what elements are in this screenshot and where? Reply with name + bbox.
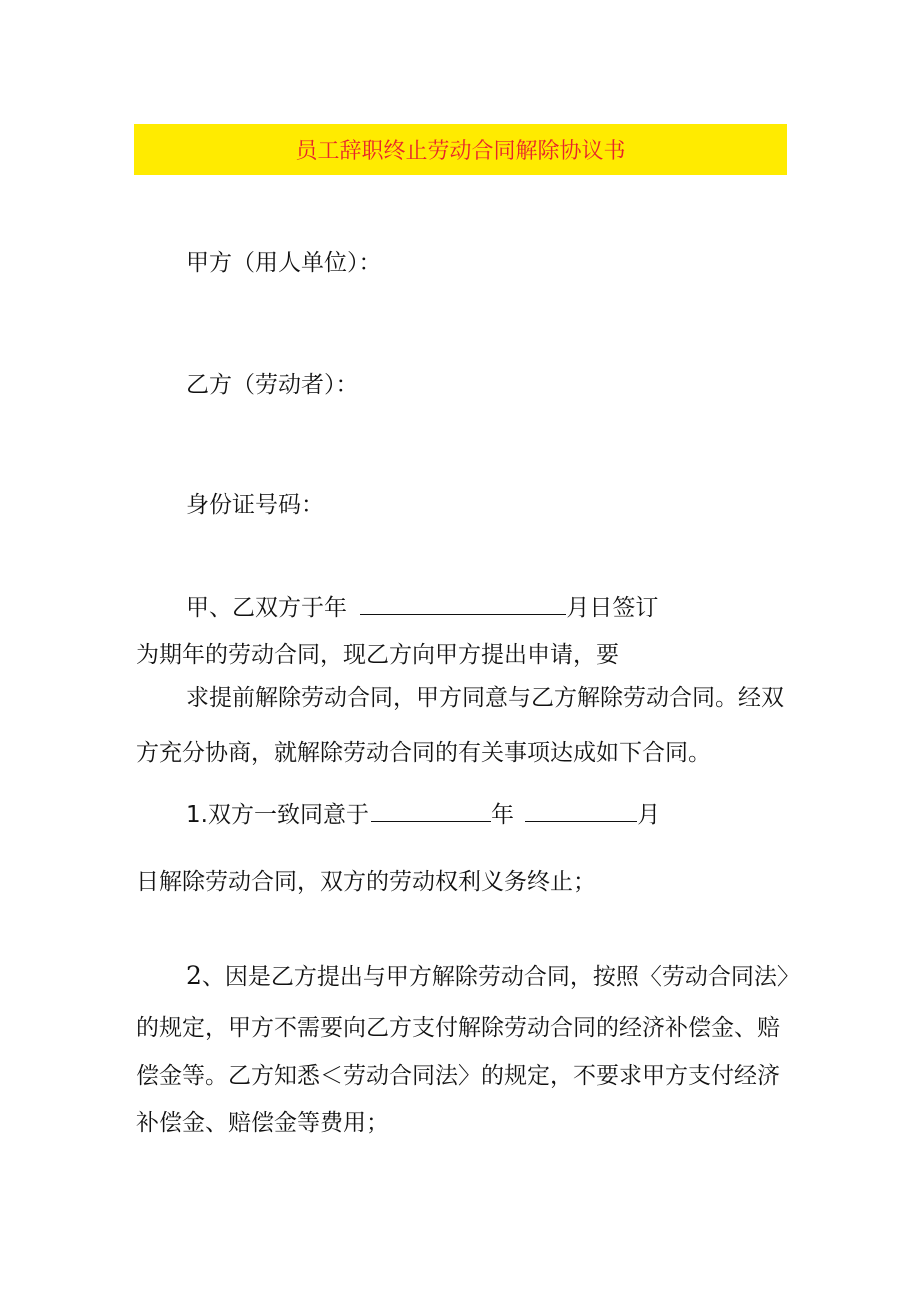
clause-1-year: 年 [490, 802, 514, 828]
signing-date-blank [360, 592, 566, 615]
termination-month-blank [525, 799, 637, 822]
document-title: 员工辞职终止劳动合同解除协议书 [295, 139, 626, 164]
clause-1-month: 月 [637, 802, 661, 828]
intro-line-1 [186, 592, 658, 623]
intro-line-4: 方充分协商，就解除劳动合同的有关事项达成如下合同。 [136, 740, 711, 766]
title-banner [134, 124, 787, 175]
clause-1-line-1 [186, 799, 660, 830]
clause-2-line-4: 补偿金、赔偿金等费用； [136, 1110, 389, 1136]
clause-1-pre: 1.双方一致同意于 [186, 802, 369, 828]
clause-1-line-2: 日解除劳动合同，双方的劳动权利义务终止； [136, 869, 596, 895]
intro-line-1-post: 月日签订 [566, 595, 659, 621]
clause-2-number: 2 [186, 961, 202, 990]
intro-line-1-pre: 甲、乙双方于年 [186, 595, 347, 621]
clause-2-line-2: 的规定，甲方不需要向乙方支付解除劳动合同的经济补偿金、赔 [136, 1015, 780, 1041]
party-a-label: 甲方（用人单位）： [186, 250, 382, 276]
clause-2-line-1-text: 、因是乙方提出与甲方解除劳动合同，按照〈劳动合同法〉 [201, 964, 800, 990]
clause-2-line-3: 偿金等。乙方知悉＜劳动合同法〉的规定，不要求甲方支付经济 [136, 1063, 780, 1089]
clause-2-line-1 [186, 961, 800, 992]
party-b-label: 乙方（劳动者）： [186, 372, 359, 398]
intro-line-3: 求提前解除劳动合同，甲方同意与乙方解除劳动合同。经双 [186, 685, 784, 711]
intro-line-2: 为期年的劳动合同，现乙方向甲方提出申请，要 [136, 642, 619, 668]
termination-year-blank [371, 799, 491, 822]
id-number-label: 身份证号码： [186, 492, 324, 518]
